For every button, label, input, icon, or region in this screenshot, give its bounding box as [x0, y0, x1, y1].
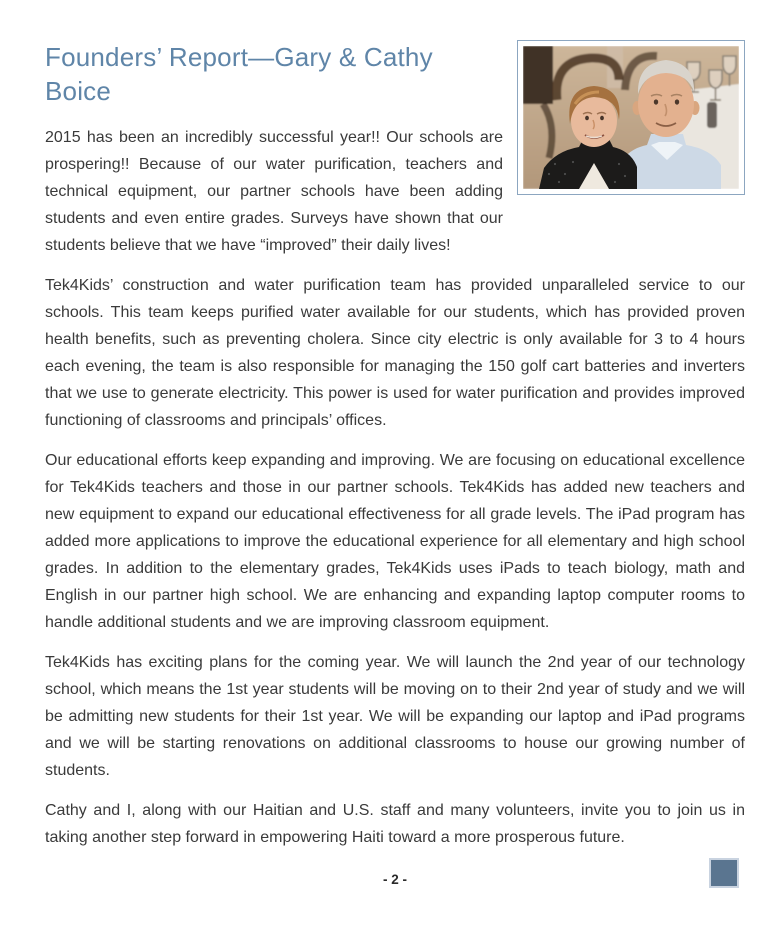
page-number: - 2 -	[382, 872, 407, 887]
page-title: Founders’ Report—Gary & Cathy Boice	[45, 42, 433, 106]
body-paragraph-1: 2015 has been an incredibly successful year!! Our schools are prospering!! Because of our water purification, teachers and technical equipment, our partner schools have been adding students and even entire grades. Surveys have shown that our students believe that we have “improved” their daily lives!	[45, 129, 503, 254]
body-paragraph-4: Tek4Kids has exciting plans for the coming year. We will launch the 2nd year of our technology school, which means the 1st year students will be moving on to their 2nd year of study and we will be admitting new students for their 1st year. We will be expanding our laptop and iPad programs and we will be starting renovations on additional classrooms to house our growing number of students.	[45, 654, 745, 779]
body-paragraph-3: Our educational efforts keep expanding and improving. We are focusing on educational excellence for Tek4Kids teachers and those in our partner schools. Tek4Kids has added new teachers and new equipment to expand our educational effectiveness for all grade levels. The iPad program has added more applications to improve the educational experience for all elementary and high school grades. In addition to the elementary grades, Tek4Kids uses iPads to teach biology, math and English in our partner high school. We are enhancing and expanding laptop computer rooms to handle additional students and we are improving classroom equipment.	[45, 452, 745, 631]
body-paragraph-2: Tek4Kids’ construction and water purification team has provided unparalleled service to our schools. This team keeps purified water available for our students, which has provided proven health benefits, such as preventing cholera. Since city electric is only available for 3 to 4 hours each evening, the team is also responsible for managing the 150 golf cart batteries and inverters that we use to generate electricity. This power is used for water purification and provides improved functioning of classrooms and principals’ offices.	[45, 277, 745, 429]
accent-square	[709, 858, 739, 888]
founders-photo	[517, 40, 745, 195]
body-paragraph-5: Cathy and I, along with our Haitian and U.S. staff and many volunteers, invite you to join us in taking another step forward in empowering Haiti toward a more prosperous future.	[45, 802, 745, 846]
founders-photo-image	[523, 46, 739, 189]
